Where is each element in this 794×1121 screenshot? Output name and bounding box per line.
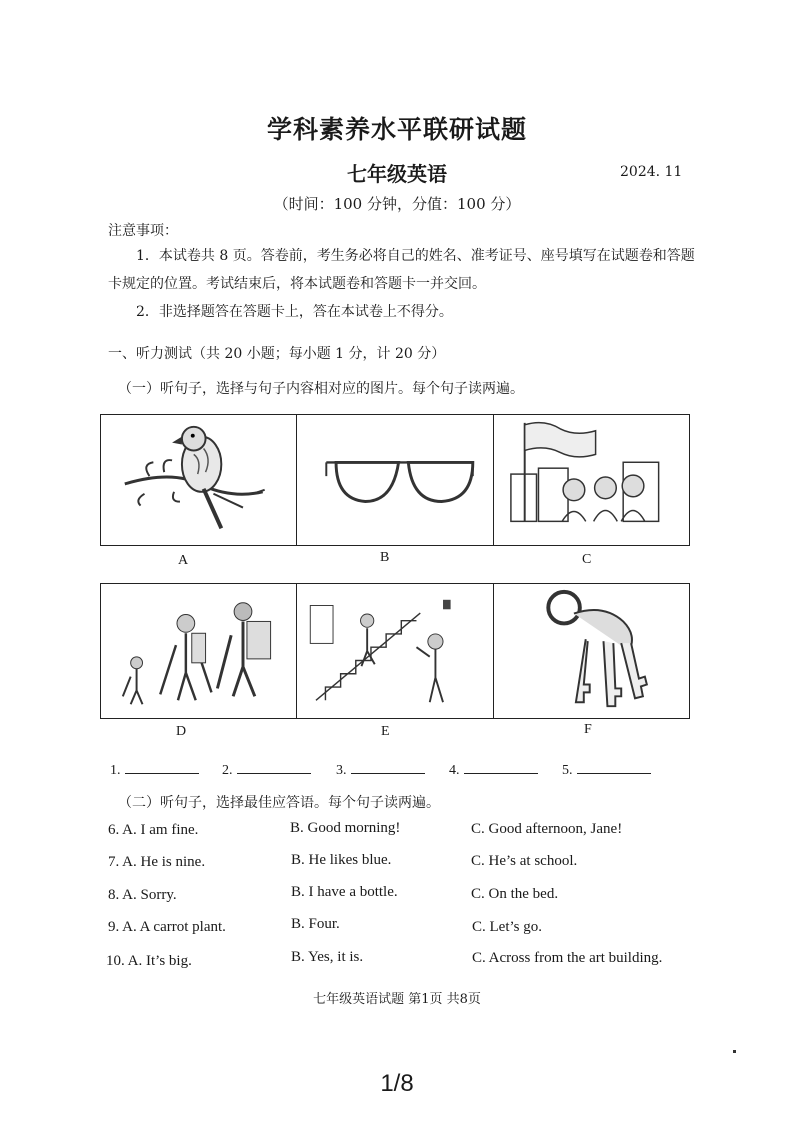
- note-item-1: 1．本试卷共 8 页。答卷前，考生务必将自己的姓名、准考证号、座号填写在试题卷和答题卡规定的位置。考试结束后，将本试题卷和答题卡一并交回。: [108, 248, 695, 292]
- picture-d: [101, 584, 297, 718]
- label-d: D: [176, 724, 187, 739]
- label-f: F: [584, 722, 592, 737]
- picture-e: [297, 584, 493, 718]
- q8-option-c: C. On the bed.: [471, 886, 559, 902]
- picture-a: [101, 415, 297, 545]
- label-a: A: [178, 553, 189, 568]
- q9-option-c: C. Let’s go.: [472, 919, 542, 935]
- q8-option-a: 8. A. Sorry.: [108, 887, 177, 903]
- answer-blank-1[interactable]: 1.: [110, 762, 199, 779]
- answer-blank-4[interactable]: 4.: [449, 762, 538, 779]
- q10-option-c: C. Across from the art building.: [472, 950, 663, 966]
- label-b: B: [380, 550, 390, 565]
- bird-on-branch-icon: [101, 415, 296, 545]
- notes-heading: 注意事项：: [108, 223, 178, 239]
- q7-option-a: 7. A. He is nine.: [108, 854, 206, 870]
- q9-option-a: 9. A. A carrot plant.: [108, 919, 226, 935]
- q7-option-b: B. He likes blue.: [291, 852, 392, 868]
- picture-c: [494, 415, 689, 545]
- exam-date: 2024. 11: [620, 164, 683, 180]
- part2-instruction: （二）听句子，选择最佳应答语。每个句子读两遍。: [118, 795, 440, 811]
- part1-instruction: （一）听句子，选择与句子内容相对应的图片。每个句子读两遍。: [118, 381, 524, 397]
- picture-f: [494, 584, 689, 718]
- q6-option-c: C. Good afternoon, Jane!: [471, 821, 623, 837]
- exam-title: 学科素养水平联研试题: [266, 115, 527, 144]
- flag-and-children-icon: [494, 415, 689, 545]
- family-hiking-icon: [101, 584, 296, 718]
- picture-row-2: [100, 583, 690, 719]
- note-item-2: 2．非选择题答在答题卡上，答在本试卷上不得分。: [136, 304, 453, 320]
- q7-option-c: C. He’s at school.: [471, 853, 578, 869]
- page-footer: 七年级英语试题 第1页 共8页: [313, 992, 481, 1007]
- keys-icon: [494, 584, 689, 718]
- q6-option-a: 6. A. I am fine.: [108, 822, 199, 838]
- q8-option-b: B. I have a bottle.: [291, 884, 398, 900]
- stairs-greeting-icon: [297, 584, 492, 718]
- q6-option-b: B. Good morning!: [290, 820, 401, 836]
- answer-blank-3[interactable]: 3.: [336, 762, 425, 779]
- answer-blank-5[interactable]: 5.: [562, 762, 651, 779]
- label-c: C: [582, 552, 592, 567]
- q9-option-b: B. Four.: [291, 916, 340, 932]
- page-counter: 1/8: [380, 1070, 414, 1097]
- label-e: E: [381, 724, 390, 739]
- picture-row-1: [100, 414, 690, 546]
- picture-b: [297, 415, 493, 545]
- exam-subtitle: 七年级英语: [347, 162, 447, 186]
- answer-blank-2[interactable]: 2.: [222, 762, 311, 779]
- q10-option-a: 10. A. It’s big.: [106, 953, 192, 969]
- time-score-info: （时间：100 分钟，分值：100 分）: [273, 195, 521, 213]
- scan-mark: [733, 1050, 736, 1053]
- glasses-icon: [297, 415, 492, 545]
- q10-option-b: B. Yes, it is.: [291, 949, 364, 965]
- section1-heading: 一、听力测试（共 20 小题；每小题 1 分，计 20 分）: [108, 346, 446, 362]
